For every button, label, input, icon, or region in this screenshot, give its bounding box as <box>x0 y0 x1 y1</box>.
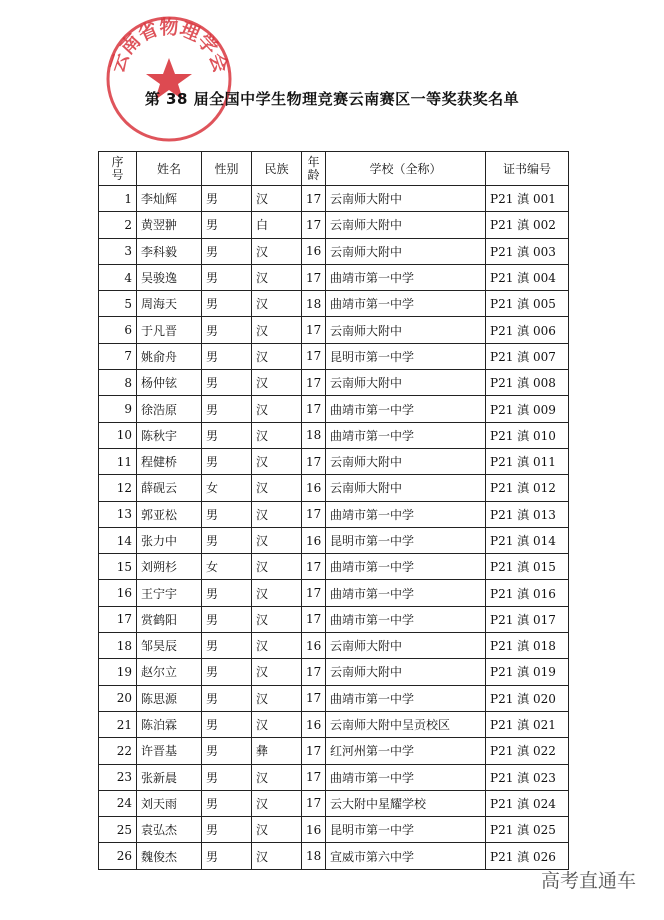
cell-age: 17 <box>302 659 326 685</box>
cell-gender: 男 <box>202 317 252 343</box>
table-row <box>99 843 569 869</box>
cell-gender: 男 <box>202 527 252 553</box>
cell-seq: 25 <box>99 817 137 843</box>
cell-school: 云南师大附中 <box>326 212 486 238</box>
cell-ethnicity: 汉 <box>252 790 302 816</box>
cell-school: 曲靖市第一中学 <box>326 554 486 580</box>
page-title: 第 38 届全国中学生物理竞赛云南赛区一等奖获奖名单 <box>144 90 520 108</box>
cell-cert: P21 滇 001 <box>486 186 569 212</box>
cell-seq: 13 <box>99 501 137 527</box>
cell-name: 李科毅 <box>137 238 202 264</box>
cell-ethnicity: 汉 <box>252 606 302 632</box>
cell-ethnicity: 汉 <box>252 685 302 711</box>
cell-gender: 男 <box>202 186 252 212</box>
cell-ethnicity: 汉 <box>252 238 302 264</box>
table-row <box>99 212 569 238</box>
cell-cert: P21 滇 006 <box>486 317 569 343</box>
cell-name: 程健桥 <box>137 448 202 474</box>
cell-ethnicity: 汉 <box>252 527 302 553</box>
cell-school: 曲靖市第一中学 <box>326 291 486 317</box>
cell-school: 云南师大附中 <box>326 186 486 212</box>
cell-seq: 14 <box>99 527 137 553</box>
cell-seq: 18 <box>99 633 137 659</box>
table-row <box>99 527 569 553</box>
cell-name: 于凡晋 <box>137 317 202 343</box>
cell-school: 云南师大附中 <box>326 659 486 685</box>
table-row <box>99 317 569 343</box>
cell-seq: 11 <box>99 448 137 474</box>
cell-age: 17 <box>302 212 326 238</box>
table-row <box>99 291 569 317</box>
cell-gender: 男 <box>202 633 252 659</box>
table-row <box>99 554 569 580</box>
cell-ethnicity: 汉 <box>252 264 302 290</box>
header-ethnicity: 民族 <box>252 152 302 186</box>
table-row <box>99 448 569 474</box>
table-row <box>99 633 569 659</box>
table-row <box>99 685 569 711</box>
cell-gender: 男 <box>202 580 252 606</box>
cell-seq: 22 <box>99 738 137 764</box>
cell-ethnicity: 汉 <box>252 422 302 448</box>
cell-school: 云南师大附中 <box>326 448 486 474</box>
cell-age: 16 <box>302 633 326 659</box>
cell-name: 黄翌翀 <box>137 212 202 238</box>
cell-age: 17 <box>302 317 326 343</box>
table-row <box>99 264 569 290</box>
cell-name: 王宁宇 <box>137 580 202 606</box>
cell-cert: P21 滇 007 <box>486 343 569 369</box>
cell-ethnicity: 白 <box>252 212 302 238</box>
cell-ethnicity: 彝 <box>252 738 302 764</box>
cell-gender: 男 <box>202 817 252 843</box>
cell-age: 17 <box>302 501 326 527</box>
cell-age: 17 <box>302 738 326 764</box>
cell-gender: 男 <box>202 738 252 764</box>
cell-name: 刘天雨 <box>137 790 202 816</box>
table-row <box>99 817 569 843</box>
cell-ethnicity: 汉 <box>252 291 302 317</box>
cell-cert: P21 滇 018 <box>486 633 569 659</box>
cell-age: 16 <box>302 711 326 737</box>
cell-cert: P21 滇 026 <box>486 843 569 869</box>
cell-seq: 4 <box>99 264 137 290</box>
cell-name: 徐浩原 <box>137 396 202 422</box>
watermark-text: 高考直通车 <box>540 870 636 892</box>
header-seq: 序 号 <box>99 152 137 186</box>
cell-cert: P21 滇 025 <box>486 817 569 843</box>
cell-name: 张力中 <box>137 527 202 553</box>
cell-name: 魏俊杰 <box>137 843 202 869</box>
cell-seq: 10 <box>99 422 137 448</box>
cell-seq: 12 <box>99 475 137 501</box>
table-row <box>99 711 569 737</box>
cell-ethnicity: 汉 <box>252 186 302 212</box>
cell-gender: 男 <box>202 764 252 790</box>
cell-age: 17 <box>302 685 326 711</box>
cell-school: 曲靖市第一中学 <box>326 764 486 790</box>
cell-gender: 女 <box>202 475 252 501</box>
cell-ethnicity: 汉 <box>252 370 302 396</box>
cell-age: 18 <box>302 291 326 317</box>
cell-name: 陈秋宇 <box>137 422 202 448</box>
cell-seq: 26 <box>99 843 137 869</box>
cell-school: 云南师大附中 <box>326 633 486 659</box>
cell-name: 姚俞舟 <box>137 343 202 369</box>
cell-ethnicity: 汉 <box>252 343 302 369</box>
cell-cert: P21 滇 019 <box>486 659 569 685</box>
header-cert: 证书编号 <box>486 152 569 186</box>
cell-cert: P21 滇 010 <box>486 422 569 448</box>
cell-ethnicity: 汉 <box>252 843 302 869</box>
cell-gender: 男 <box>202 501 252 527</box>
cell-gender: 男 <box>202 264 252 290</box>
cell-ethnicity: 汉 <box>252 580 302 606</box>
cell-ethnicity: 汉 <box>252 448 302 474</box>
cell-age: 17 <box>302 448 326 474</box>
cell-cert: P21 滇 014 <box>486 527 569 553</box>
cell-cert: P21 滇 022 <box>486 738 569 764</box>
table-row <box>99 475 569 501</box>
cell-name: 杨仲铉 <box>137 370 202 396</box>
cell-name: 赵尔立 <box>137 659 202 685</box>
cell-seq: 15 <box>99 554 137 580</box>
cell-ethnicity: 汉 <box>252 475 302 501</box>
cell-ethnicity: 汉 <box>252 317 302 343</box>
cell-seq: 7 <box>99 343 137 369</box>
table-row <box>99 659 569 685</box>
cell-age: 18 <box>302 422 326 448</box>
cell-cert: P21 滇 013 <box>486 501 569 527</box>
cell-age: 17 <box>302 186 326 212</box>
cell-gender: 男 <box>202 212 252 238</box>
table-row <box>99 186 569 212</box>
cell-name: 周海天 <box>137 291 202 317</box>
cell-seq: 24 <box>99 790 137 816</box>
cell-age: 17 <box>302 606 326 632</box>
cell-age: 16 <box>302 817 326 843</box>
official-seal <box>104 14 234 144</box>
cell-gender: 男 <box>202 606 252 632</box>
cell-cert: P21 滇 008 <box>486 370 569 396</box>
table-row <box>99 396 569 422</box>
table-row <box>99 370 569 396</box>
cell-cert: P21 滇 004 <box>486 264 569 290</box>
cell-age: 17 <box>302 264 326 290</box>
cell-seq: 6 <box>99 317 137 343</box>
cell-seq: 17 <box>99 606 137 632</box>
table-row <box>99 422 569 448</box>
cell-cert: P21 滇 011 <box>486 448 569 474</box>
cell-school: 曲靖市第一中学 <box>326 264 486 290</box>
cell-name: 袁弘杰 <box>137 817 202 843</box>
cell-gender: 男 <box>202 843 252 869</box>
header-school: 学校（全称） <box>326 152 486 186</box>
seal-text: 云南省物理学会 <box>106 16 232 76</box>
cell-school: 昆明市第一中学 <box>326 527 486 553</box>
cell-school: 曲靖市第一中学 <box>326 396 486 422</box>
table-row <box>99 790 569 816</box>
table-row <box>99 501 569 527</box>
header-gender: 性别 <box>202 152 252 186</box>
cell-gender: 男 <box>202 370 252 396</box>
cell-school: 云大附中星耀学校 <box>326 790 486 816</box>
cell-ethnicity: 汉 <box>252 764 302 790</box>
cell-name: 许晋基 <box>137 738 202 764</box>
cell-age: 16 <box>302 238 326 264</box>
cell-name: 张新晨 <box>137 764 202 790</box>
header-age: 年 龄 <box>302 152 326 186</box>
award-table <box>98 151 569 870</box>
cell-name: 郭亚松 <box>137 501 202 527</box>
cell-gender: 男 <box>202 238 252 264</box>
cell-ethnicity: 汉 <box>252 711 302 737</box>
cell-age: 17 <box>302 580 326 606</box>
cell-cert: P21 滇 015 <box>486 554 569 580</box>
cell-gender: 男 <box>202 790 252 816</box>
cell-school: 曲靖市第一中学 <box>326 606 486 632</box>
cell-seq: 3 <box>99 238 137 264</box>
cell-school: 云南师大附中呈贡校区 <box>326 711 486 737</box>
cell-cert: P21 滇 002 <box>486 212 569 238</box>
cell-seq: 23 <box>99 764 137 790</box>
cell-school: 云南师大附中 <box>326 475 486 501</box>
table-row <box>99 343 569 369</box>
cell-ethnicity: 汉 <box>252 633 302 659</box>
cell-age: 17 <box>302 370 326 396</box>
cell-cert: P21 滇 024 <box>486 790 569 816</box>
cell-cert: P21 滇 012 <box>486 475 569 501</box>
cell-age: 17 <box>302 343 326 369</box>
cell-gender: 男 <box>202 685 252 711</box>
cell-ethnicity: 汉 <box>252 501 302 527</box>
cell-ethnicity: 汉 <box>252 554 302 580</box>
cell-cert: P21 滇 023 <box>486 764 569 790</box>
cell-cert: P21 滇 009 <box>486 396 569 422</box>
cell-cert: P21 滇 020 <box>486 685 569 711</box>
cell-seq: 2 <box>99 212 137 238</box>
cell-seq: 19 <box>99 659 137 685</box>
cell-name: 吴骏逸 <box>137 264 202 290</box>
cell-seq: 9 <box>99 396 137 422</box>
cell-name: 刘朔杉 <box>137 554 202 580</box>
cell-seq: 1 <box>99 186 137 212</box>
table-row <box>99 738 569 764</box>
cell-age: 17 <box>302 764 326 790</box>
cell-ethnicity: 汉 <box>252 659 302 685</box>
cell-gender: 男 <box>202 448 252 474</box>
cell-cert: P21 滇 003 <box>486 238 569 264</box>
cell-seq: 5 <box>99 291 137 317</box>
cell-name: 陈泊霖 <box>137 711 202 737</box>
cell-cert: P21 滇 021 <box>486 711 569 737</box>
cell-seq: 8 <box>99 370 137 396</box>
table-row <box>99 606 569 632</box>
cell-school: 云南师大附中 <box>326 317 486 343</box>
cell-age: 17 <box>302 790 326 816</box>
cell-gender: 男 <box>202 396 252 422</box>
cell-school: 红河州第一中学 <box>326 738 486 764</box>
cell-name: 邹昊辰 <box>137 633 202 659</box>
cell-school: 曲靖市第一中学 <box>326 501 486 527</box>
cell-school: 曲靖市第一中学 <box>326 580 486 606</box>
cell-school: 昆明市第一中学 <box>326 343 486 369</box>
cell-school: 曲靖市第一中学 <box>326 685 486 711</box>
cell-age: 17 <box>302 554 326 580</box>
table-row <box>99 764 569 790</box>
cell-gender: 男 <box>202 659 252 685</box>
cell-gender: 男 <box>202 291 252 317</box>
cell-school: 云南师大附中 <box>326 370 486 396</box>
table-row <box>99 580 569 606</box>
cell-seq: 16 <box>99 580 137 606</box>
header-name: 姓名 <box>137 152 202 186</box>
cell-seq: 21 <box>99 711 137 737</box>
cell-cert: P21 滇 005 <box>486 291 569 317</box>
cell-school: 宣威市第六中学 <box>326 843 486 869</box>
cell-cert: P21 滇 016 <box>486 580 569 606</box>
cell-gender: 男 <box>202 711 252 737</box>
cell-name: 薛砚云 <box>137 475 202 501</box>
cell-cert: P21 滇 017 <box>486 606 569 632</box>
cell-ethnicity: 汉 <box>252 817 302 843</box>
cell-name: 李灿辉 <box>137 186 202 212</box>
table-row <box>99 238 569 264</box>
cell-age: 18 <box>302 843 326 869</box>
cell-name: 陈思源 <box>137 685 202 711</box>
table-header-row <box>99 152 569 186</box>
cell-school: 曲靖市第一中学 <box>326 422 486 448</box>
cell-gender: 男 <box>202 343 252 369</box>
cell-gender: 男 <box>202 422 252 448</box>
cell-age: 16 <box>302 475 326 501</box>
cell-age: 16 <box>302 527 326 553</box>
cell-school: 昆明市第一中学 <box>326 817 486 843</box>
cell-school: 云南师大附中 <box>326 238 486 264</box>
cell-name: 赏鹤阳 <box>137 606 202 632</box>
cell-gender: 女 <box>202 554 252 580</box>
cell-age: 17 <box>302 396 326 422</box>
cell-seq: 20 <box>99 685 137 711</box>
cell-ethnicity: 汉 <box>252 396 302 422</box>
